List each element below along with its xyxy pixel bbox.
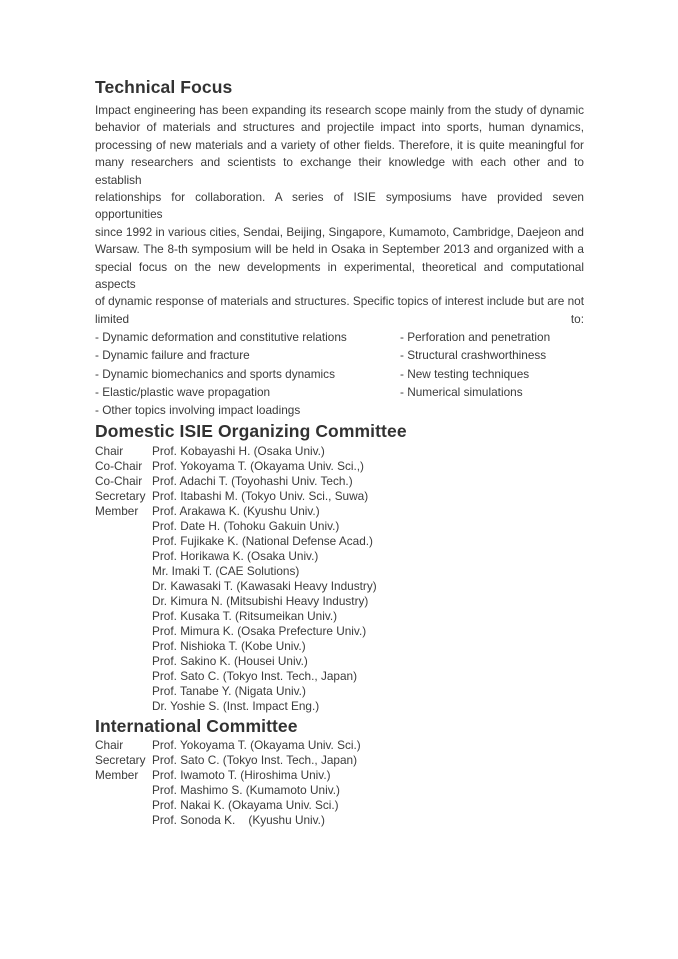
committee-role: Secretary xyxy=(95,489,146,504)
committee-role: Chair xyxy=(95,444,124,459)
committee-role xyxy=(95,609,152,624)
committee-row xyxy=(95,798,584,813)
committee-role xyxy=(95,699,152,714)
committee-member-name: Dr. Kawasaki T. (Kawasaki Heavy Industry) xyxy=(152,579,377,594)
section-title-international-committee: International Committee xyxy=(95,716,298,737)
committee-member-name: Prof. Arakawa K. (Kyushu Univ.) xyxy=(152,504,320,519)
domestic-committee-list xyxy=(95,444,584,714)
paragraph-line: many researchers and scientists to exchange their knowledge with each other and to establish xyxy=(95,155,584,187)
committee-role: Co-Chair xyxy=(95,459,143,474)
committee-role xyxy=(95,534,152,549)
committee-row xyxy=(95,579,584,594)
committee-row xyxy=(95,639,584,654)
paragraph-line-last: limited to: xyxy=(95,311,584,326)
committee-role xyxy=(95,639,152,654)
paragraph-line: of dynamic response of materials and structures. Specific topics of interest include but are not xyxy=(95,294,584,309)
committee-role xyxy=(95,579,152,594)
committee-role: Member xyxy=(95,768,139,783)
committee-member-name: Prof. Itabashi M. (Tokyo Univ. Sci., Suwa) xyxy=(152,489,369,504)
committee-row xyxy=(95,549,584,564)
committee-member-name: Dr. Yoshie S. (Inst. Impact Eng.) xyxy=(152,699,320,714)
topics-column-left xyxy=(95,328,400,419)
technical-focus-paragraph xyxy=(95,102,584,328)
committee-row xyxy=(95,669,584,684)
paragraph-line: Impact engineering has been expanding its research scope mainly from the study of dynamic xyxy=(95,103,584,117)
committee-member-name: Prof. Nishioka T. (Kobe Univ.) xyxy=(152,639,306,654)
committee-member-name: Prof. Tanabe Y. (Nigata Univ.) xyxy=(152,684,306,699)
committee-role xyxy=(95,624,152,639)
committee-role xyxy=(95,684,152,699)
paragraph-line: processing of new materials and a variety of other fields. Therefore, it is quite meaningful for xyxy=(95,137,584,152)
committee-row xyxy=(95,768,584,783)
section-title-technical-focus: Technical Focus xyxy=(95,77,233,97)
international-committee-list xyxy=(95,738,584,828)
topic-item: - Dynamic failure and fracture xyxy=(95,348,250,363)
committee-member-name: Prof. Sato C. (Tokyo Inst. Tech., Japan) xyxy=(152,669,358,684)
committee-row xyxy=(95,738,584,753)
paragraph-line: behavior of materials and structures and projectile impact into sports, human dynamics, xyxy=(95,120,584,135)
committee-member-name: Prof. Date H. (Tohoku Gakuin Univ.) xyxy=(152,519,340,534)
committee-row xyxy=(95,699,584,714)
committee-role xyxy=(95,798,152,813)
committee-role: Member xyxy=(95,504,139,519)
topic-item: - Other topics involving impact loadings xyxy=(95,403,301,418)
committee-role xyxy=(95,549,152,564)
committee-role xyxy=(95,594,152,609)
committee-row xyxy=(95,609,584,624)
committee-role: Secretary xyxy=(95,753,146,768)
section-title-domestic-committee: Domestic ISIE Organizing Committee xyxy=(95,421,407,442)
committee-row xyxy=(95,519,584,534)
committee-role xyxy=(95,654,152,669)
committee-member-name: Prof. Sonoda K. (Kyushu Univ.) xyxy=(152,813,325,828)
committee-row xyxy=(95,813,584,828)
committee-member-name: Dr. Kimura N. (Mitsubishi Heavy Industry) xyxy=(152,594,369,609)
topic-item: - Numerical simulations xyxy=(400,384,523,399)
topics-column-right xyxy=(400,328,584,419)
committee-row xyxy=(95,489,584,504)
paragraph-line: Warsaw. The 8-th symposium will be held in Osaka in September 2013 and organized with a xyxy=(95,242,584,257)
committee-row xyxy=(95,459,584,474)
topic-item: - Dynamic biomechanics and sports dynamics xyxy=(95,366,335,381)
committee-role xyxy=(95,564,152,579)
committee-role: Co-Chair xyxy=(95,474,143,489)
topic-item: - Dynamic deformation and constitutive relations xyxy=(95,330,347,345)
topic-item: - Elastic/plastic wave propagation xyxy=(95,384,271,399)
committee-member-name: Prof. Mashimo S. (Kumamoto Univ.) xyxy=(152,783,340,798)
topic-item: - New testing techniques xyxy=(400,366,530,381)
committee-row xyxy=(95,684,584,699)
topic-item: - Perforation and penetration xyxy=(400,330,551,345)
committee-member-name: Prof. Sakino K. (Housei Univ.) xyxy=(152,654,308,669)
topics-list xyxy=(95,328,584,419)
committee-member-name: Prof. Adachi T. (Toyohashi Univ. Tech.) xyxy=(152,474,353,489)
committee-row xyxy=(95,624,584,639)
committee-row xyxy=(95,654,584,669)
committee-member-name: Prof. Horikawa K. (Osaka Univ.) xyxy=(152,549,319,564)
paragraph-line: since 1992 in various cities, Sendai, Beijing, Singapore, Kumamoto, Cambridge, Daejeon and xyxy=(95,224,584,239)
page-content xyxy=(95,77,584,828)
committee-member-name: Prof. Kobayashi H. (Osaka Univ.) xyxy=(152,444,325,459)
committee-role xyxy=(95,813,152,828)
committee-row xyxy=(95,564,584,579)
committee-role xyxy=(95,783,152,798)
committee-row xyxy=(95,444,584,459)
committee-member-name: Mr. Imaki T. (CAE Solutions) xyxy=(152,564,300,579)
committee-role xyxy=(95,669,152,684)
paragraph-line: relationships for collaboration. A series of ISIE symposiums have provided seven opportunities xyxy=(95,190,584,222)
committee-member-name: Prof. Fujikake K. (National Defense Acad.) xyxy=(152,534,373,549)
committee-member-name: Prof. Sato C. (Tokyo Inst. Tech., Japan) xyxy=(152,753,358,768)
committee-row xyxy=(95,474,584,489)
committee-role xyxy=(95,519,152,534)
committee-row xyxy=(95,783,584,798)
committee-member-name: Prof. Mimura K. (Osaka Prefecture Univ.) xyxy=(152,624,367,639)
paragraph-line: special focus on the new developments in experimental, theoretical and computational aspects xyxy=(95,259,584,292)
committee-member-name: Prof. Nakai K. (Okayama Univ. Sci.) xyxy=(152,798,339,813)
topic-item: - Structural crashworthiness xyxy=(400,348,547,363)
committee-row xyxy=(95,753,584,768)
committee-role: Chair xyxy=(95,738,124,753)
committee-member-name: Prof. Yokoyama T. (Okayama Univ. Sci.) xyxy=(152,738,361,753)
committee-member-name: Prof. Kusaka T. (Ritsumeikan Univ.) xyxy=(152,609,338,624)
committee-row xyxy=(95,594,584,609)
committee-row xyxy=(95,504,584,519)
committee-member-name: Prof. Yokoyama T. (Okayama Univ. Sci.,) xyxy=(152,459,364,474)
committee-member-name: Prof. Iwamoto T. (Hiroshima Univ.) xyxy=(152,768,331,783)
committee-row xyxy=(95,534,584,549)
